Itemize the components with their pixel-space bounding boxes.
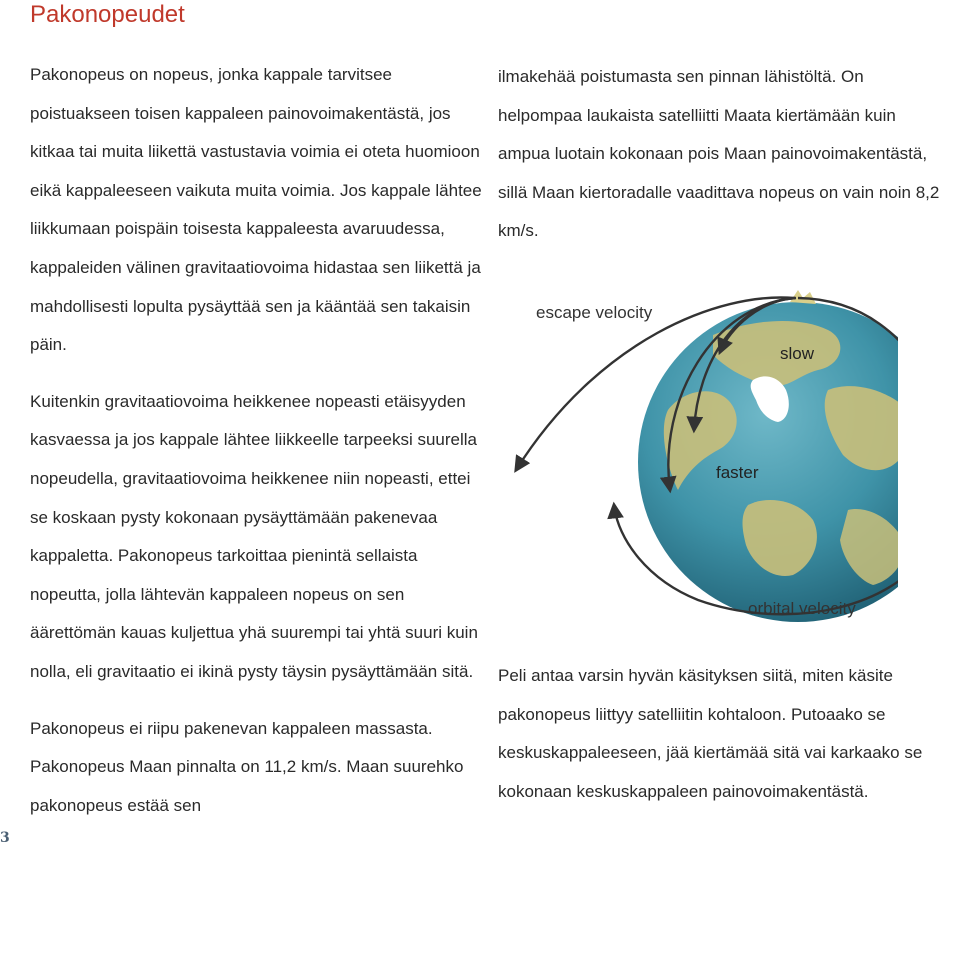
page-number: 3 — [0, 830, 10, 846]
label-orbital-velocity: orbital velocity — [748, 599, 856, 618]
paragraph-mass: Pakonopeus ei riipu pakenevan kappaleen massasta. Pakonopeus Maan pinnalta on 11,2 km/s. Maan suurehko pakonopeus estää sen — [30, 718, 464, 815]
escape-velocity-figure — [498, 280, 898, 640]
paragraph-game: Peli antaa varsin hyvän käsityksen siitä, miten käsite pakonopeus liittyy satelliitin kohtaloon. Putoaako se keskuskappaleeseen, jää kiertämää sitä vai karkaako se kokonaan keskuskappaleen painovoimakentästä. — [498, 666, 923, 801]
paragraph-gravity: Kuitenkin gravitaatiovoima heikkenee nopeasti etäisyyden kasvaessa ja jos kappale lähtee liikkeelle tarpeeksi suurella nopeudella, gravitaatiovoima heikkenee niin nopeasti, ettei se koskaan pysty kokonaan pysäyttämään pakenevaa kappaletta. Pakonopeus tarkoittaa pienintä sellaista nopeutta, jolla lähtevän kappaleen nopeus on sen äärettömän kauas kuljettua yhä suurempi tai yhtä suuri kuin nolla, eli gravitaatio ei ikinä pysty täysin pysäyttämään sitä. — [30, 391, 478, 681]
paragraph-atmosphere: ilmakehää poistumasta sen pinnan lähistöltä. On helpompaa laukaista satelliitti Maata kiertämään kuin ampua luotain kokonaan pois Maan painovoimakentästä, sillä Maan kiertoradalle vaadittava nopeus on vain noin 8,2 km/s. — [498, 67, 940, 241]
right-column-bottom — [498, 657, 953, 811]
left-column — [30, 56, 482, 825]
earth-orbit-diagram — [498, 280, 898, 640]
label-faster: faster — [716, 463, 759, 482]
right-column-top — [498, 58, 943, 251]
paragraph-definition: Pakonopeus on nopeus, jonka kappale tarvitsee poistuakseen toisen kappaleen painovoimakentästä, jos kitkaa tai muita liikettä vastustavia voimia ei oteta huomioon eikä kappaleeseen vaikuta muita voimia. Jos kappale lähtee liikkumaan poispäin toisesta kappaleesta avaruudessa, kappaleiden välinen gravitaatiovoima hidastaa sen liikettä ja mahdollisesti lopulta pysäyttää sen ja kääntää sen takaisin päin. — [30, 65, 482, 355]
label-escape-velocity: escape velocity — [536, 303, 653, 322]
label-slow: slow — [780, 344, 815, 363]
page-title: Pakonopeudet — [30, 1, 185, 28]
earth-globe — [638, 290, 898, 622]
